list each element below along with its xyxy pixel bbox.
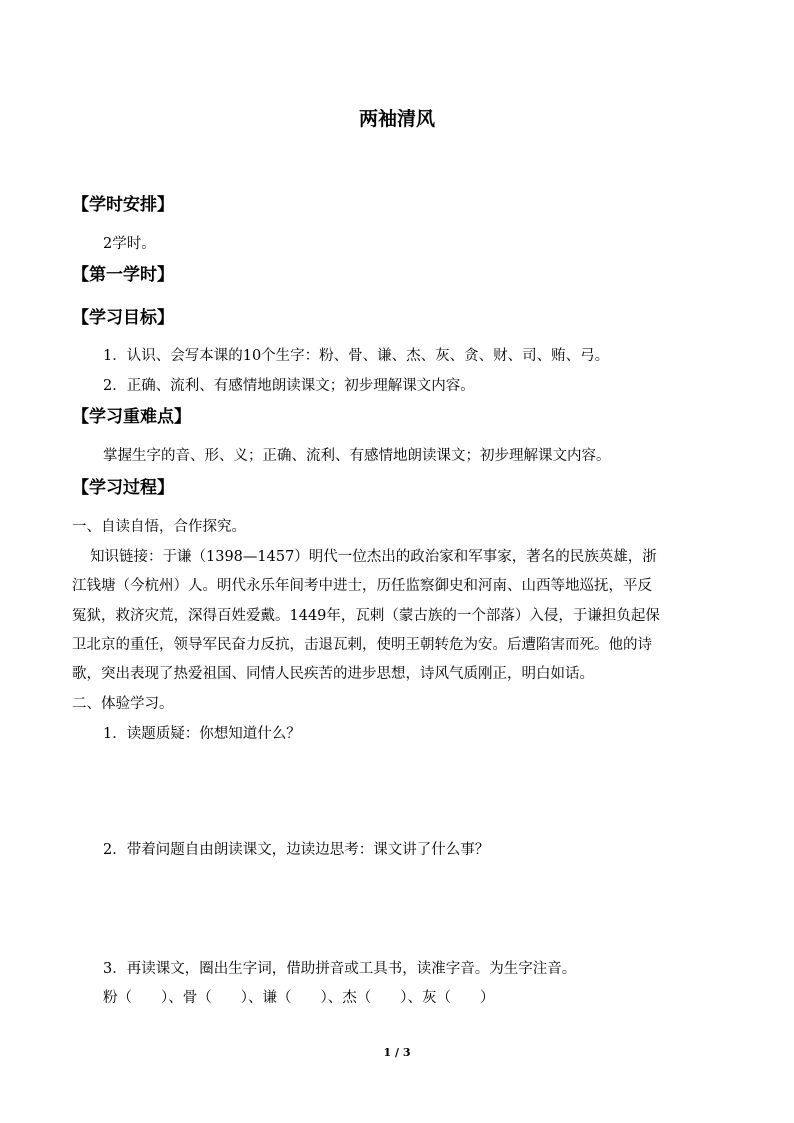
goal-item-1: 1．认识、会写本课的10个生字：粉、骨、谦、杰、灰、贪、财、司、贿、弓。 xyxy=(103,348,610,364)
key-points-text: 掌握生字的音、形、义；正确、流利、有感情地朗读课文；初步理解课文内容。 xyxy=(103,448,611,464)
process-heading: 【学习过程】 xyxy=(72,478,174,498)
goals-heading: 【学习目标】 xyxy=(72,308,174,328)
question-2: 2．带着问题自由朗读课文，边读边思考：课文讲了什么事？ xyxy=(103,842,490,858)
goal-item-2: 2．正确、流利、有感情地朗读课文；初步理解课文内容。 xyxy=(103,378,475,394)
page-title: 两袖清风 xyxy=(358,108,435,130)
knowledge-line-4: 卫北京的重任，领导军民奋力反抗，击退瓦剌，使明王朝转危为安。后遭陷害而死。他的诗 xyxy=(72,637,652,653)
schedule-text: 2学时。 xyxy=(103,236,156,252)
first-period-heading: 【第一学时】 xyxy=(72,265,174,285)
part-1-title: 一、自读自悟，合作探究。 xyxy=(72,519,246,535)
question-1: 1．读题质疑：你想知道什么？ xyxy=(103,726,301,742)
knowledge-line-2: 江钱塘（今杭州）人。明代永乐年间考中进士，历任监察御史和河南、山西等地巡抚，平反 xyxy=(72,578,652,594)
knowledge-line-3: 冤狱，救济灾荒，深得百姓爱戴。1449年，瓦剌（蒙古族的一个部落）入侵，于谦担负起保 xyxy=(72,608,660,624)
knowledge-line-1: 知识链接：于谦（1398—1457）明代一位杰出的政治家和军事家，著名的民族英雄，浙 xyxy=(90,549,657,565)
key-points-heading: 【学习重难点】 xyxy=(72,407,191,427)
schedule-heading: 【学时安排】 xyxy=(72,195,174,215)
page-number: 1 / 3 xyxy=(383,1046,411,1059)
pinyin-fill-line: 粉（ ）、骨（ ）、谦（ ）、杰（ ）、灰（ ） xyxy=(103,990,495,1006)
question-3: 3．再读课文，圈出生字词，借助拼音或工具书，读准字音。为生字注音。 xyxy=(103,961,577,977)
part-2-title: 二、体验学习。 xyxy=(72,696,174,712)
knowledge-line-5: 歌，突出表现了热爱祖国、同情人民疾苦的进步思想，诗风气质刚正，明白如话。 xyxy=(72,666,594,682)
